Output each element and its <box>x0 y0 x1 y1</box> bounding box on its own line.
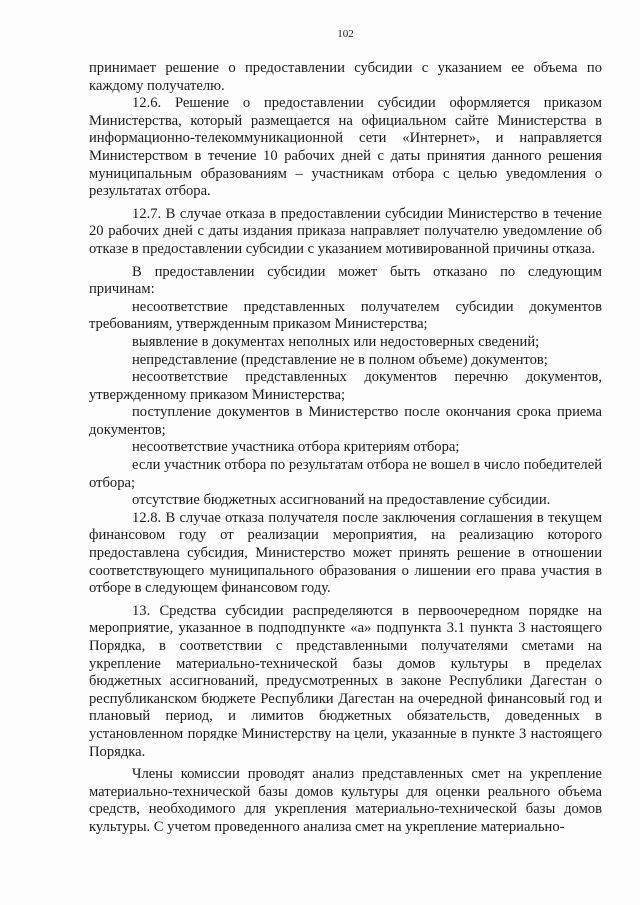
document-body <box>89 60 602 837</box>
page-number: 102 <box>337 28 354 40</box>
paragraph: несоответствие участника отбора критериям отбора; <box>132 439 460 456</box>
paragraph: если участник отбора по результатам отбора не вошел в число победителей отбора; <box>89 457 602 491</box>
paragraph: отсутствие бюджетных ассигнований на предоставление субсидии. <box>132 492 551 509</box>
paragraph: непредставление (представление не в полном объеме) документов; <box>132 351 548 368</box>
paragraph: 13. Средства субсидии распределяются в первоочередном порядке на мероприятие, указанное в подподпункте «а» подпункта 3.1 пункта 3 настоящего Порядка, в соответствии с представленными получателями сметами на укрепление материально-технической базы домов культуры в пределах бюджетных ассигнований, предусмотренных в законе Республики Дагестан о республиканском бюджете Республики Дагестан на очередной финансовый год и плановый период, и лимитов бюджетных обязательств, доведенных в установленном порядке Министерству на цели, указанные в пункте 3 настоящего Порядка. <box>89 602 602 760</box>
paragraph: поступление документов в Министерство после окончания срока приема документов; <box>89 404 602 438</box>
paragraph: 12.6. Решение о предоставлении субсидии оформляется приказом Министерства, который размещается на официальном сайте Министерства в информационно-телекоммуникационной сети «Интернет», и направляется Министерством в течение 10 рабочих дней с даты принятия данного решения муниципальным образованиям – участникам отбора с целью уведомления о результатах отбора. <box>89 95 602 200</box>
paragraph: В предоставлении субсидии может быть отказано по следующим причинам: <box>89 263 602 298</box>
paragraph: выявление в документах неполных или недостоверных сведений; <box>132 333 540 350</box>
paragraph: несоответствие представленных получателем субсидии документов требованиям, утвержденным приказом Министерства; <box>89 298 602 333</box>
paragraph: 12.7. В случае отказа в предоставлении субсидии Министерство в течение 20 рабочих дней с даты издания приказа направляет получателю уведомление об отказе в предоставлении субсидии с указанием мотивированной причины отказа. <box>89 205 602 257</box>
paragraph: несоответствие представленных документов перечню документов, утвержденному приказом Министерства; <box>89 369 602 403</box>
paragraph: 12.8. В случае отказа получателя после заключения соглашения в текущем финансовом году от реализации мероприятия, на реализацию которого предоставлена субсидия, Министерство может принять решение в отношении соответствующего муниципального образования о лишении его права участия в отборе в следующем финансовом году. <box>89 509 602 597</box>
paragraph: принимает решение о предоставлении субсидии с указанием ее объема по каждому получателю. <box>89 60 602 94</box>
paragraph: Члены комиссии проводят анализ представленных смет на укрепление материально-технической базы домов культуры для оценки реального объема средств, необходимого для укрепления материально-технической базы домов культуры. С учетом проведенного анализа смет на укрепление материально- <box>89 766 602 835</box>
